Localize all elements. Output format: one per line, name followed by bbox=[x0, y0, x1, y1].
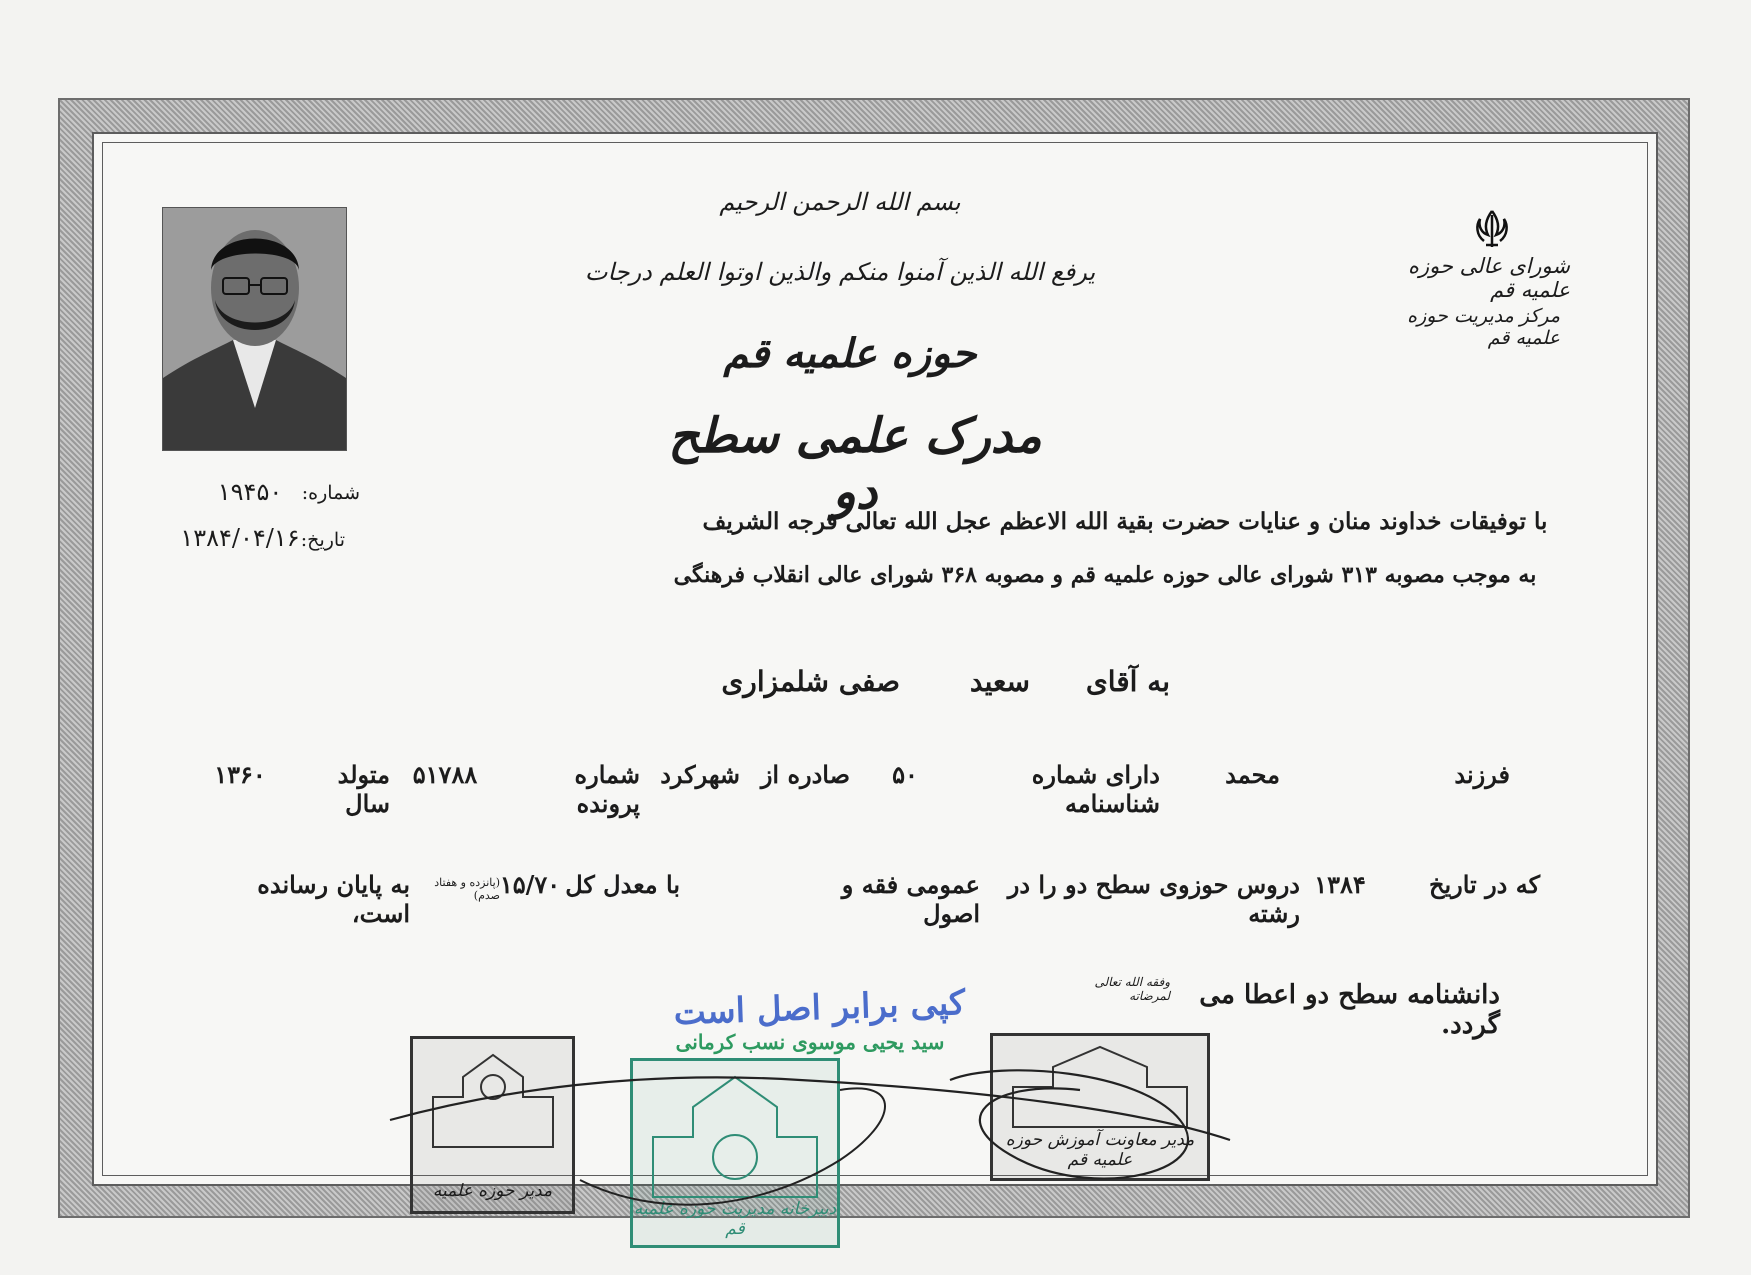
org-name-line1: شورای عالی حوزه علمیه قم bbox=[1407, 254, 1570, 302]
copy-signer-name: سید یحیی موسوی نسب کرمانی bbox=[675, 1030, 945, 1054]
document-title: مدرک علمی سطح دو bbox=[668, 408, 1042, 520]
issued-label: صادره از bbox=[760, 760, 850, 789]
intro-line-2: به موجب مصوبه ۳۱۳ شورای عالی حوزه علمیه قم و مصوبه ۳۶۸ شورای عالی انقلاب فرهنگی bbox=[673, 562, 1537, 588]
number-label: شماره: bbox=[301, 482, 360, 504]
org-name-line2: مرکز مدیریت حوزه علمیه قم bbox=[1407, 305, 1560, 349]
file-label: شماره پرونده bbox=[574, 760, 640, 818]
birth-label: متولد سال bbox=[337, 760, 390, 818]
average-in-words: (پانزده و هفتاد صدم) bbox=[434, 876, 500, 902]
institution-title: حوزه علمیه قم bbox=[723, 330, 977, 377]
copy-certified-stamp: کپی برابر اصل است bbox=[673, 982, 966, 1034]
completion-date-label: که در تاریخ bbox=[1428, 870, 1540, 899]
study-field: عمومی فقه و اصول bbox=[841, 870, 980, 928]
issued-place: شهرکرد bbox=[660, 760, 740, 789]
basmala: بسم الله الرحمن الرحیم bbox=[719, 188, 961, 216]
father-name: محمد bbox=[1225, 760, 1280, 789]
closing-text: دانشنامه سطح دو اعطا می گردد. bbox=[1199, 980, 1500, 1040]
intro-line-1: با توفیقات خداوند منان و عنایات حضرت بقیة الله الاعظم عجل الله تعالی فرجه الشریف bbox=[702, 508, 1548, 535]
quran-verse: یرفع الله الذین آمنوا منکم والذین اوتوا العلم درجات bbox=[584, 258, 1096, 286]
date-label: تاریخ: bbox=[300, 529, 345, 551]
recipient-prefix: به آقای bbox=[1085, 665, 1170, 698]
id-number: ۵۰ bbox=[892, 760, 918, 789]
birth-year: ۱۳۶۰ bbox=[214, 760, 266, 789]
id-label: دارای شماره شناسنامه bbox=[1031, 760, 1160, 818]
average-label: با معدل کل bbox=[565, 870, 680, 899]
child-label: فرزند bbox=[1454, 760, 1510, 789]
completion-year: ۱۳۸۴ bbox=[1314, 870, 1366, 899]
seal-note: وفقه الله تعالی لمرضاته bbox=[1094, 975, 1170, 1003]
course-label: دروس حوزوی سطح دو را در رشته bbox=[1007, 870, 1300, 928]
center-stamp-text: دبیرخانه مدیریت حوزه علمیه قم bbox=[633, 1199, 837, 1239]
completion-end-text: به پایان رسانده است، bbox=[257, 870, 410, 928]
file-number: ۵۱۷۸۸ bbox=[412, 760, 478, 789]
signature-scribble bbox=[380, 1050, 1240, 1220]
right-stamp-text: مدیر معاونت آموزش حوزه علمیه قم bbox=[1005, 1130, 1195, 1170]
average-value: ۱۵/۷۰ bbox=[499, 870, 561, 899]
date-value: ۱۳۸۴/۰۴/۱۶ bbox=[180, 524, 300, 552]
left-stamp-text: مدیر حوزه علمیه bbox=[432, 1181, 553, 1201]
number-value: ۱۹۴۵۰ bbox=[217, 478, 283, 506]
recipient-first-name: سعید bbox=[969, 665, 1030, 698]
iran-emblem-icon bbox=[1470, 207, 1514, 251]
portrait-photo bbox=[162, 207, 347, 451]
recipient-last-name: صفی شلمزاری bbox=[721, 665, 900, 698]
